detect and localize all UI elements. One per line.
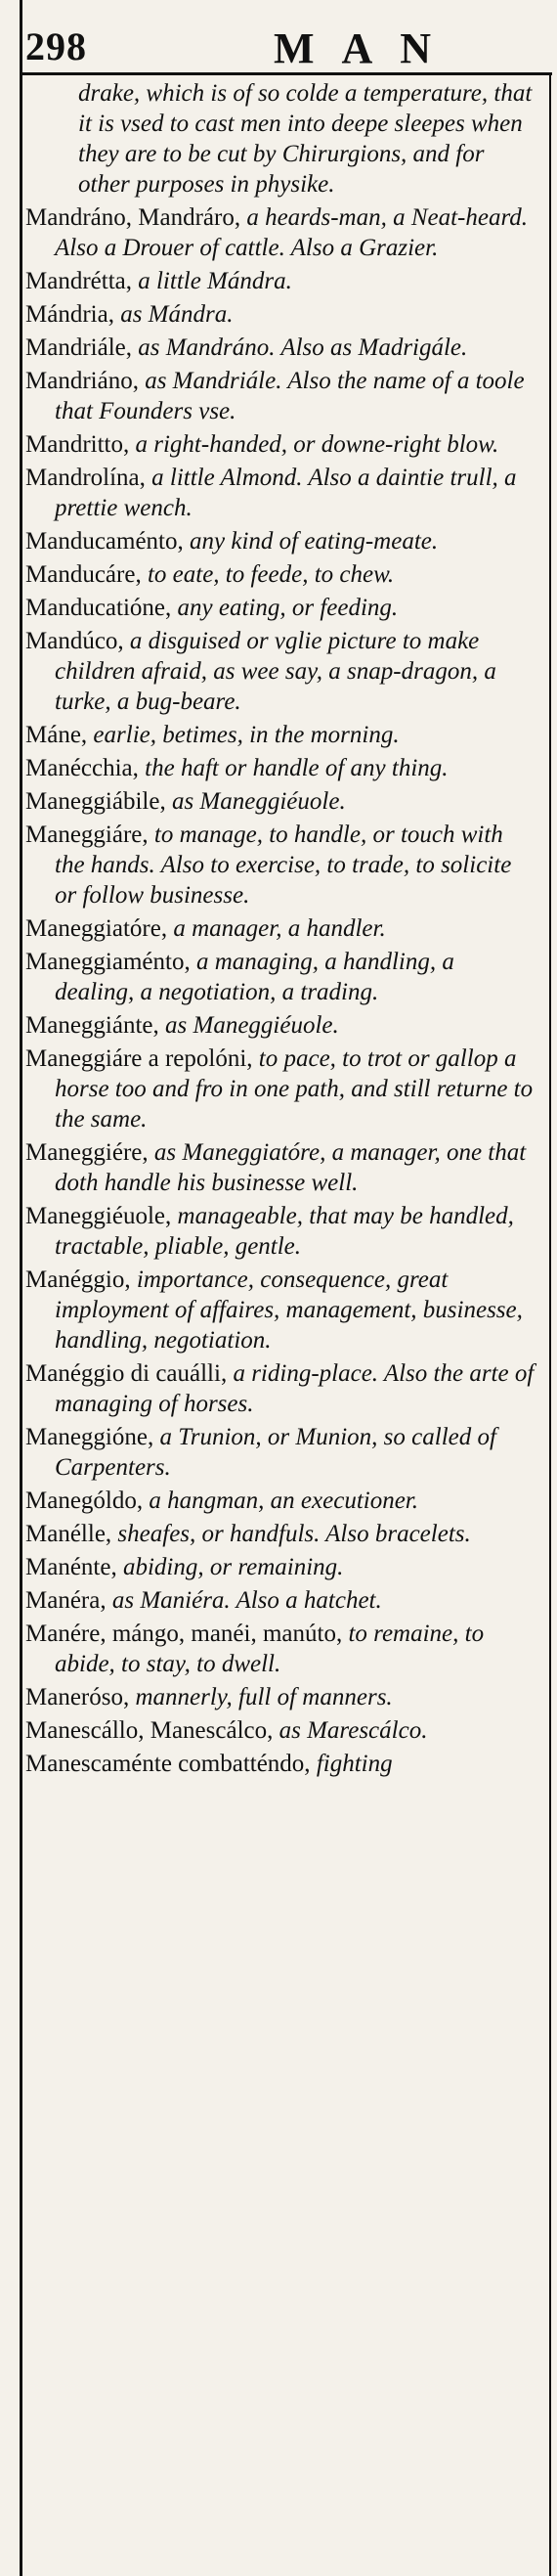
page-header — [20, 14, 542, 72]
entry-headword: Máne, — [25, 722, 88, 748]
entry-definition: as Mandráno. Also as Madrigále. — [138, 334, 468, 361]
dictionary-entry — [25, 593, 536, 623]
dictionary-entry — [25, 463, 536, 523]
entry-definition: a heards-man, a Neat-heard. Also a Drouer of cattle. Also a Grazier. — [55, 204, 529, 261]
entry-definition: as Maneggiatóre, a manager, one that doth handle his businesse well. — [55, 1139, 527, 1196]
entry-definition: a managing, a handling, a dealing, a negotiation, a trading. — [55, 949, 454, 1005]
entry-headword: Maneróso, — [25, 1684, 130, 1710]
dictionary-entry — [25, 1201, 536, 1262]
dictionary-entry — [25, 1715, 536, 1746]
entry-definition: to remaine, to abide, to stay, to dwell. — [55, 1621, 485, 1677]
dictionary-entry — [25, 1137, 536, 1198]
entry-definition: any eating, or feeding. — [177, 595, 399, 621]
entry-definition: any kind of eating-meate. — [190, 528, 439, 555]
entry-definition: mannerly, full of manners. — [135, 1684, 393, 1710]
dictionary-entry — [25, 720, 536, 750]
running-head: MAN — [274, 24, 459, 72]
dictionary-entry — [25, 1265, 536, 1355]
entry-headword: Mandriáno, — [25, 368, 139, 394]
entry-headword: Maneggiéuole, — [25, 1203, 172, 1229]
dictionary-entry — [25, 947, 536, 1007]
entry-headword: Manéggio di cauálli, — [25, 1360, 228, 1387]
left-rule — [20, 0, 22, 2576]
entry-headword: Manescállo, Manescálco, — [25, 1717, 274, 1744]
entry-definition: a manager, a handler. — [173, 915, 386, 942]
right-rule — [549, 72, 551, 2576]
dictionary-entry — [25, 366, 536, 426]
entry-headword: Manécchia, — [25, 755, 139, 781]
entry-headword: Maneggiatóre, — [25, 915, 168, 942]
entry-definition: a disguised or vglie picture to make children afraid, as wee say, a snap-dragon, a turke, a bug-beare. — [55, 628, 496, 715]
entry-definition: as Mándra. — [120, 301, 234, 328]
dictionary-entry — [25, 626, 536, 717]
entry-headword: Manducáre, — [25, 561, 142, 588]
entry-headword: Maneggiaménto, — [25, 949, 191, 975]
entry-headword: Maneggiábile, — [25, 788, 166, 815]
entry-headword: Mandriále, — [25, 334, 132, 361]
entry-headword: Mandrolína, — [25, 465, 146, 491]
entry-headword: Mandráno, Mandráro, — [25, 204, 241, 231]
entry-headword: Manénte, — [25, 1554, 117, 1580]
dictionary-entry — [25, 78, 536, 200]
entry-headword: Maneggióne, — [25, 1424, 154, 1450]
entry-headword: Mandritto, — [25, 431, 130, 458]
entry-headword: Manególdo, — [25, 1488, 144, 1514]
dictionary-column — [25, 78, 536, 1782]
entry-headword: Manducaménto, — [25, 528, 184, 555]
entry-definition: a right-handed, or downe-right blow. — [135, 431, 499, 458]
dictionary-entry — [25, 299, 536, 330]
entry-definition: a little Mándra. — [138, 268, 292, 294]
dictionary-entry — [25, 786, 536, 817]
dictionary-entry — [25, 1585, 536, 1616]
entry-definition: manageable, that may be handled, tractable, pliable, gentle. — [55, 1203, 514, 1260]
dictionary-entry — [25, 333, 536, 363]
dictionary-entry — [25, 266, 536, 296]
entry-definition: a little Almond. Also a daintie trull, a prettie wench. — [55, 465, 517, 521]
entry-headword: Manéra, — [25, 1587, 107, 1614]
entry-headword: Manélle, — [25, 1521, 112, 1547]
entry-definition: earlie, betimes, in the morning. — [93, 722, 400, 748]
dictionary-entry — [25, 753, 536, 783]
entry-headword: Manescaménte combatténdo, — [25, 1751, 311, 1777]
entry-definition: a Trunion, or Munion, so called of Carpenters. — [55, 1424, 496, 1481]
dictionary-entry — [25, 526, 536, 556]
entry-definition: as Marescálco. — [278, 1717, 428, 1744]
dictionary-entry — [25, 1552, 536, 1582]
header-rule — [20, 72, 552, 75]
entry-headword: Mandúco, — [25, 628, 124, 654]
entry-headword: Mandrétta, — [25, 268, 132, 294]
dictionary-entry — [25, 1749, 536, 1779]
entry-definition: importance, consequence, great imployment of affaires, management, businesse, handling, negotiation. — [55, 1266, 523, 1354]
dictionary-entry — [25, 202, 536, 263]
entry-definition: as Maneggiéuole. — [171, 788, 346, 815]
entry-headword: Mándria, — [25, 301, 114, 328]
dictionary-entry — [25, 1486, 536, 1516]
dictionary-entry — [25, 1358, 536, 1419]
dictionary-entry — [25, 1682, 536, 1712]
entry-headword: Maneggiére, — [25, 1139, 149, 1166]
dictionary-entry — [25, 1044, 536, 1134]
entry-definition: fighting — [316, 1751, 393, 1777]
entry-definition: as Maniéra. Also a hatchet. — [111, 1587, 382, 1614]
entry-definition: a riding-place. Also the arte of managing of horses. — [55, 1360, 535, 1417]
entry-definition: to pace, to trot or gallop a horse too and fro in one path, and still returne to the same. — [55, 1045, 534, 1133]
entry-headword: Manére, mángo, manéi, manúto, — [25, 1621, 343, 1647]
dictionary-entry — [25, 1619, 536, 1679]
entry-definition: the haft or handle of any thing. — [145, 755, 449, 781]
entry-definition: drake, which is of so colde a temperature, that it is vsed to cast men into deepe sleepes when they are to be cut by Chirurgions, and for other purposes in physike. — [78, 80, 533, 198]
dictionary-entry — [25, 559, 536, 590]
entry-headword: Manéggio, — [25, 1266, 131, 1293]
entry-definition: as Mandriále. Also the name of a toole that Founders vse. — [55, 368, 525, 424]
entry-headword: Maneggiáre, — [25, 822, 149, 848]
entry-headword: Maneggiánte, — [25, 1012, 159, 1039]
dictionary-entry — [25, 1422, 536, 1483]
dictionary-entry — [25, 1519, 536, 1549]
dictionary-entry — [25, 1010, 536, 1041]
entry-definition: sheafes, or handfuls. Also bracelets. — [117, 1521, 471, 1547]
entry-definition: to manage, to handle, or touch with the hands. Also to exercise, to trade, to solicite or follow businesse. — [55, 822, 512, 909]
dictionary-entry — [25, 820, 536, 910]
entry-definition: to eate, to feede, to chew. — [147, 561, 395, 588]
page-number: 298 — [25, 24, 87, 68]
entry-definition: abiding, or remaining. — [122, 1554, 344, 1580]
entry-headword: Maneggiáre a repolóni, — [25, 1045, 253, 1072]
dictionary-entry — [25, 429, 536, 460]
entry-headword: Manducatióne, — [25, 595, 172, 621]
entry-definition: a hangman, an executioner. — [149, 1488, 419, 1514]
dictionary-entry — [25, 913, 536, 944]
entry-definition: as Maneggiéuole. — [165, 1012, 339, 1039]
